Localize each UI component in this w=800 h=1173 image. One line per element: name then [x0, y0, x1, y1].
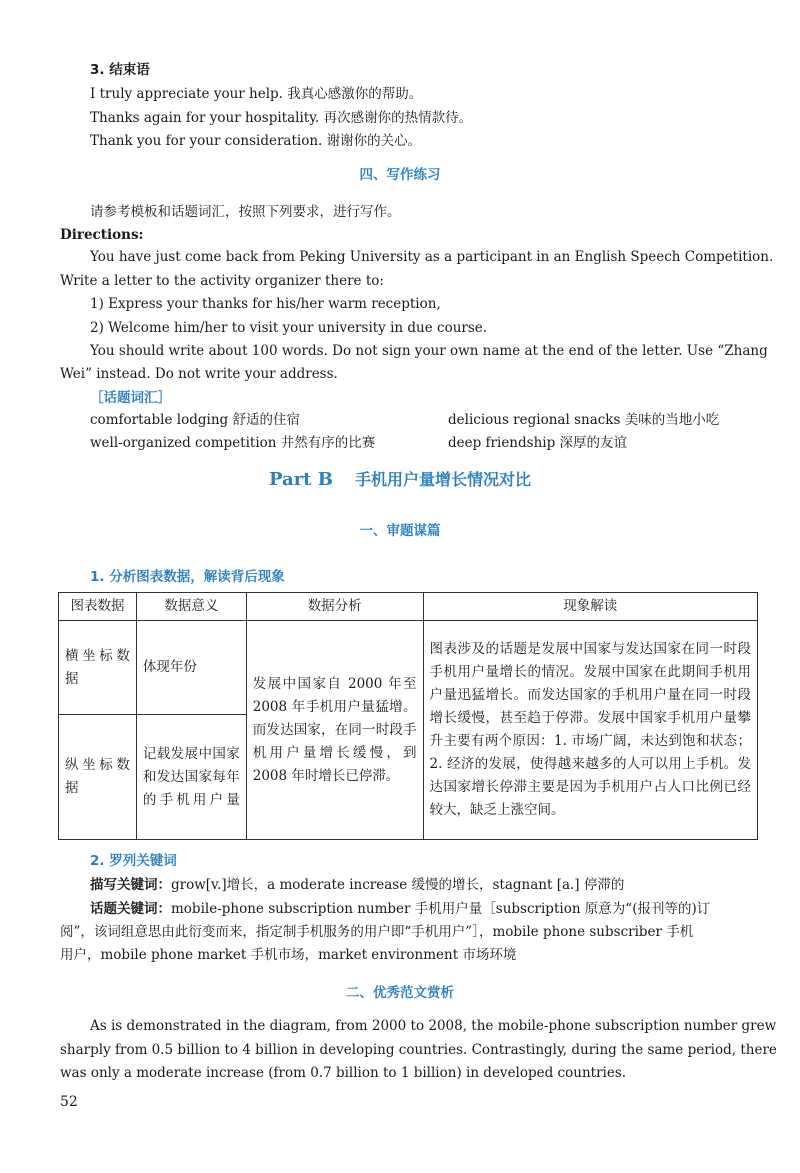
directions-para2-a: You should write about 100 words. Do not sign your own name at the end of the letter. Use “Zhang — [90, 343, 768, 359]
table-header: 图表数据 — [59, 593, 137, 621]
topic-keywords — [90, 899, 710, 919]
row-label-x-axis: 横坐标数据 — [59, 621, 137, 715]
directions-para1-b: Write a letter to the activity organizer there to: — [60, 273, 384, 289]
closing-line-1: I truly appreciate your help. 我真心感激你的帮助。 — [90, 86, 423, 102]
analysis-subheading-1: 1. 分析图表数据，解读背后现象 — [90, 569, 285, 585]
row-meaning-x-axis: 体现年份 — [136, 621, 246, 715]
sample-title: 二、优秀范文赏析 — [346, 985, 454, 1001]
part-b-title: 手机用户量增长情况对比 — [354, 470, 531, 489]
directions-item-2: 2) Welcome him/her to visit your university in due course. — [90, 320, 488, 336]
describe-keywords-text: grow[v.]增长，a moderate increase 缓慢的增长，stagnant [a.] 停滞的 — [171, 877, 625, 893]
closing-line-2: Thanks again for your hospitality. 再次感谢你的热情款待。 — [90, 110, 473, 126]
topic-keywords-text: mobile-phone subscription number 手机用户量［subscription 原意为“(报刊等的)订 — [171, 901, 711, 917]
directions-label: Directions: — [60, 227, 144, 243]
table-row — [59, 621, 758, 715]
sample-line-3: was only a moderate increase (from 0.7 billion to 1 billion) in developed countries. — [60, 1065, 627, 1081]
table-header-row — [59, 593, 758, 621]
interpretation-cell: 图表涉及的话题是发展中国家与发达国家在同一时段手机用户量增长的情况。发展中国家在此期间手机用户量迅猛增长。而发达国家的手机用户量在同一时段增长缓慢，甚至趋于停滞。发展中国家手机用户量攀升主要有两个原因：1. 市场广阔，未达到饱和状态；2. 经济的发展，使得越来越多的人可以用上手机。发达国家增长停滞主要是因为手机用户占人口比例已经较大，缺乏上涨空间。 — [423, 621, 757, 840]
part-b-label: Part B — [268, 469, 333, 490]
table-header: 数据分析 — [246, 593, 423, 621]
writing-title: 四、写作练习 — [359, 167, 441, 183]
table-header: 现象解读 — [423, 593, 757, 621]
analysis-title: 一、审题谋篇 — [359, 523, 441, 539]
row-meaning-y-axis: 记载发展中国家和发达国家每年的手机用户量 — [136, 715, 246, 840]
vocab-item: deep friendship 深厚的友谊 — [448, 435, 628, 451]
vocab-item: comfortable lodging 舒适的住宿 — [90, 412, 300, 428]
topic-keywords-cont: 用户，mobile phone market 手机市场，market environment 市场环境 — [60, 947, 517, 963]
directions-para1-a: You have just come back from Peking University as a participant in an English Speech Competition. — [90, 249, 774, 265]
directions-para2-b: Wei” instead. Do not write your address. — [60, 366, 338, 382]
closing-line-3: Thank you for your consideration. 谢谢你的关心。 — [90, 133, 422, 149]
page-number: 52 — [60, 1094, 78, 1110]
describe-keywords-label: 描写关键词： — [90, 877, 171, 893]
sample-line-1: As is demonstrated in the diagram, from 2000 to 2008, the mobile-phone subscription number grew — [90, 1018, 777, 1034]
table-header: 数据意义 — [136, 593, 246, 621]
topic-keywords-cont: 阅”，该词组意思由此衍变而来，指定制手机服务的用户即“手机用户”］，mobile phone subscriber 手机 — [60, 924, 694, 940]
vocab-label: ［话题词汇］ — [90, 390, 171, 406]
describe-keywords — [90, 875, 624, 895]
analysis-subheading-2: 2. 罗列关键词 — [90, 853, 177, 869]
topic-keywords-label: 话题关键词： — [90, 901, 171, 917]
part-b-heading — [0, 470, 800, 490]
vocab-item: well-organized competition 井然有序的比赛 — [90, 435, 376, 451]
row-label-y-axis: 纵坐标数据 — [59, 715, 137, 840]
vocab-item: delicious regional snacks 美味的当地小吃 — [448, 412, 720, 428]
sample-line-2: sharply from 0.5 billion to 4 billion in developing countries. Contrastingly, during the same period, there — [60, 1042, 777, 1058]
data-table — [58, 592, 758, 840]
data-analysis-cell: 发展中国家自 2000 年至 2008 年手机用户量猛增。而发达国家，在同一时段手机用户量增长缓慢，到 2008 年时增长已停滞。 — [246, 621, 423, 840]
closing-heading: 3. 结束语 — [90, 62, 150, 78]
writing-instruction: 请参考模板和话题词汇，按照下列要求，进行写作。 — [90, 204, 401, 220]
directions-item-1: 1) Express your thanks for his/her warm reception, — [90, 296, 441, 312]
